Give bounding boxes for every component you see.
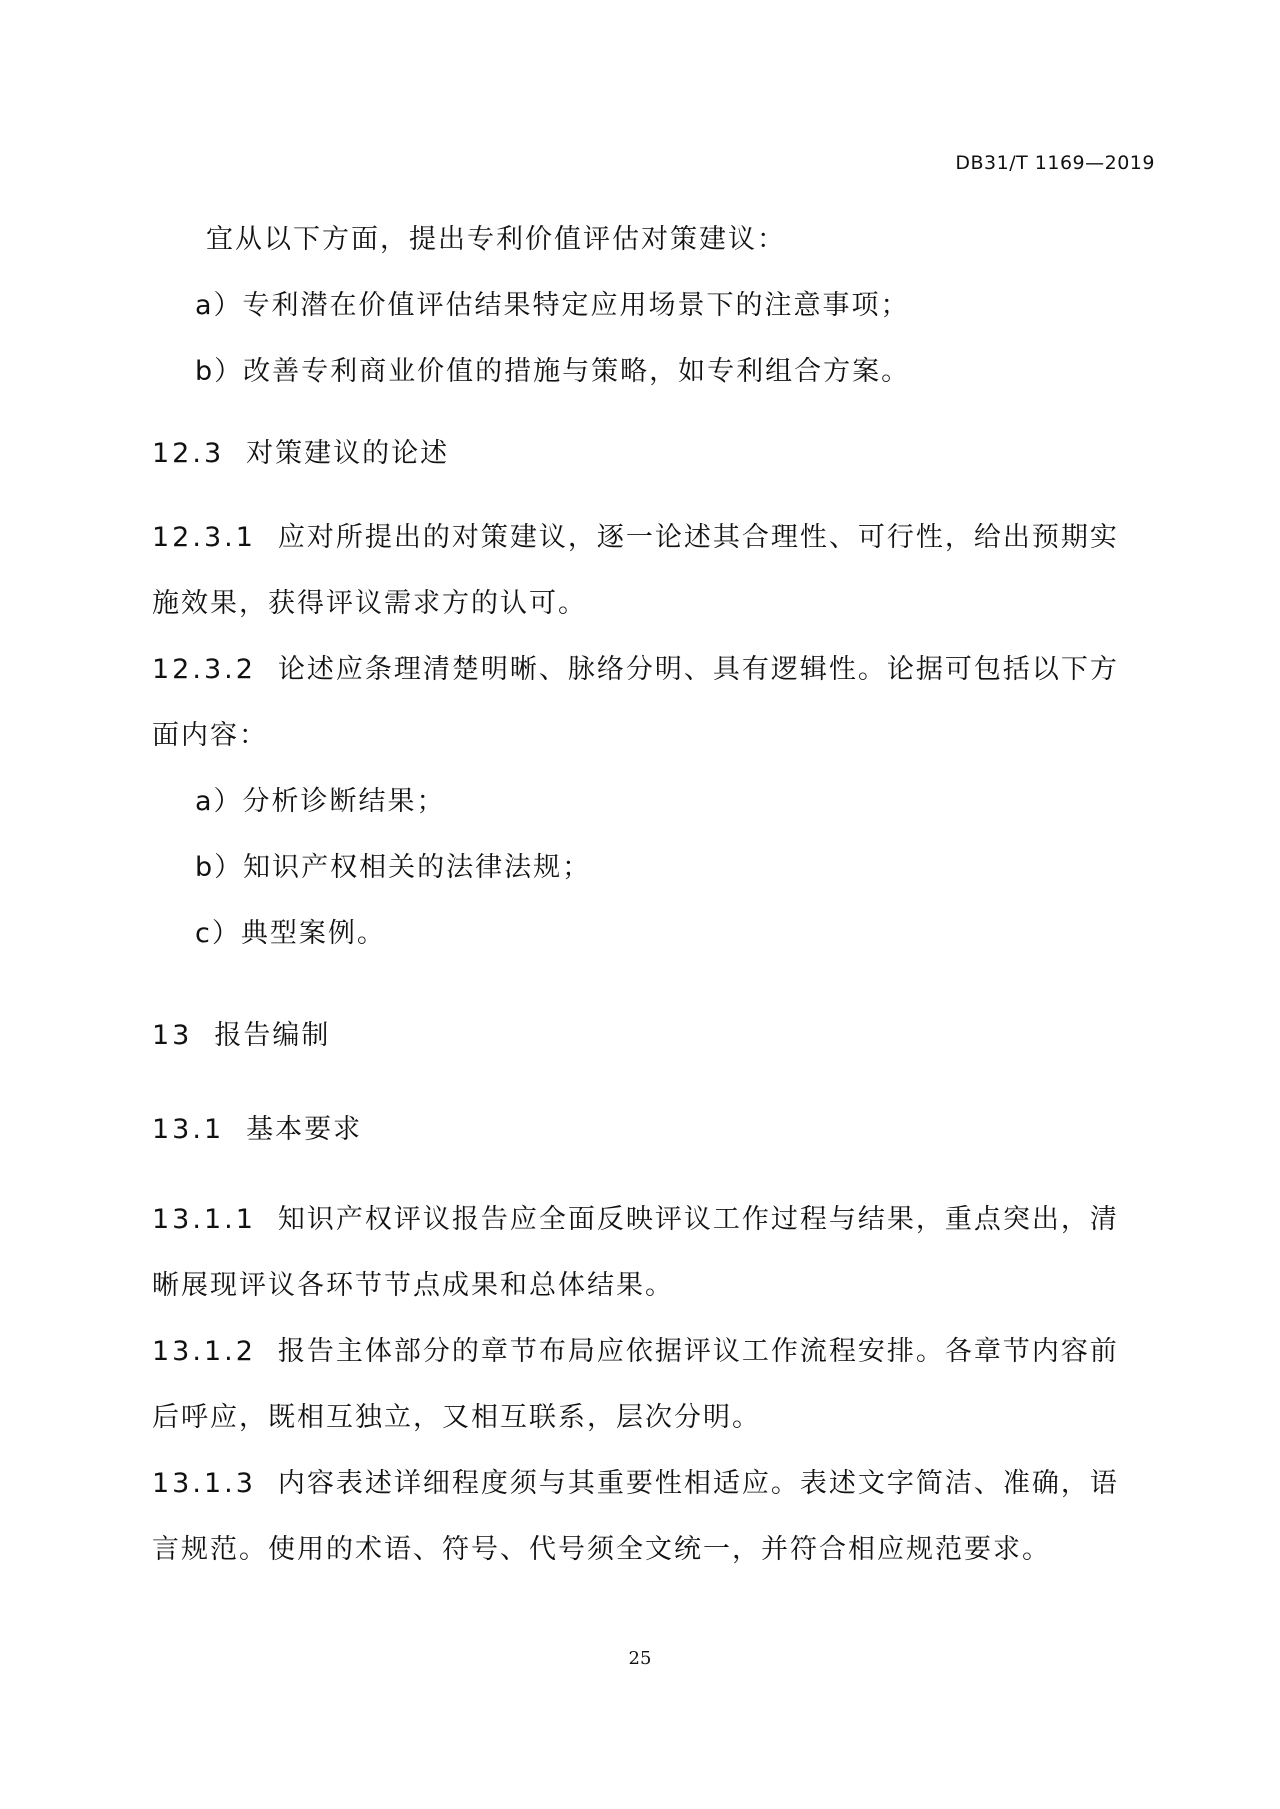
clause-number: 12.3.2 (152, 654, 256, 685)
page-number: 25 (628, 1648, 652, 1669)
standard-code: DB31/T 1169—2019 (955, 152, 1155, 174)
list-item-c: c）典型案例。 (195, 918, 386, 949)
list-item-b: b）改善专利商业价值的措施与策略，如专利组合方案。 (195, 356, 911, 387)
section-heading-13-1 (152, 1112, 1142, 1148)
clause-text: 内容表述详细程度须与其重要性相适应。表述文字简洁、准确，语 (277, 1468, 1119, 1499)
list-item-a: a）专利潜在价值评估结果特定应用场景下的注意事项； (195, 290, 910, 321)
clause-13-1-3-line1 (152, 1466, 1142, 1502)
clause-12-3-1-line2: 施效果，获得评议需求方的认可。 (152, 588, 587, 619)
clause-number: 12.3.1 (152, 522, 256, 553)
clause-12-3-2-line1 (152, 652, 1142, 688)
clause-number: 13.1.1 (152, 1204, 256, 1235)
clause-13-1-1-line1 (152, 1202, 1142, 1238)
chapter-number: 13 (152, 1020, 193, 1051)
list-item-a: a）分析诊断结果； (195, 786, 446, 817)
section-number: 13.1 (152, 1114, 225, 1145)
section-title: 对策建议的论述 (246, 438, 450, 469)
clause-text: 论述应条理清楚明晰、脉络分明、具有逻辑性。论据可包括以下方 (277, 654, 1119, 685)
clause-13-1-1-line2: 晰展现评议各环节节点成果和总体结果。 (152, 1270, 674, 1301)
chapter-title: 报告编制 (214, 1020, 331, 1051)
clause-text: 知识产权评议报告应全面反映评议工作过程与结果，重点突出，清 (277, 1204, 1119, 1235)
clause-13-1-2-line2: 后呼应，既相互独立，又相互联系，层次分明。 (152, 1402, 761, 1433)
clause-text: 报告主体部分的章节布局应依据评议工作流程安排。各章节内容前 (277, 1336, 1119, 1367)
clause-number: 13.1.3 (152, 1468, 256, 1499)
paragraph-intro: 宜从以下方面，提出专利价值评估对策建议： (206, 224, 786, 255)
clause-12-3-1-line1 (152, 520, 1142, 556)
clause-13-1-3-line2: 言规范。使用的术语、符号、代号须全文统一，并符合相应规范要求。 (152, 1534, 1051, 1565)
section-number: 12.3 (152, 438, 225, 469)
clause-13-1-2-line1 (152, 1334, 1142, 1370)
section-heading-12-3 (152, 436, 1142, 472)
clause-text: 应对所提出的对策建议，逐一论述其合理性、可行性，给出预期实 (277, 522, 1119, 553)
clause-12-3-2-line2: 面内容： (152, 720, 268, 751)
clause-number: 13.1.2 (152, 1336, 256, 1367)
list-item-b: b）知识产权相关的法律法规； (195, 852, 592, 883)
chapter-heading-13 (152, 1018, 1142, 1054)
section-title: 基本要求 (246, 1114, 363, 1145)
